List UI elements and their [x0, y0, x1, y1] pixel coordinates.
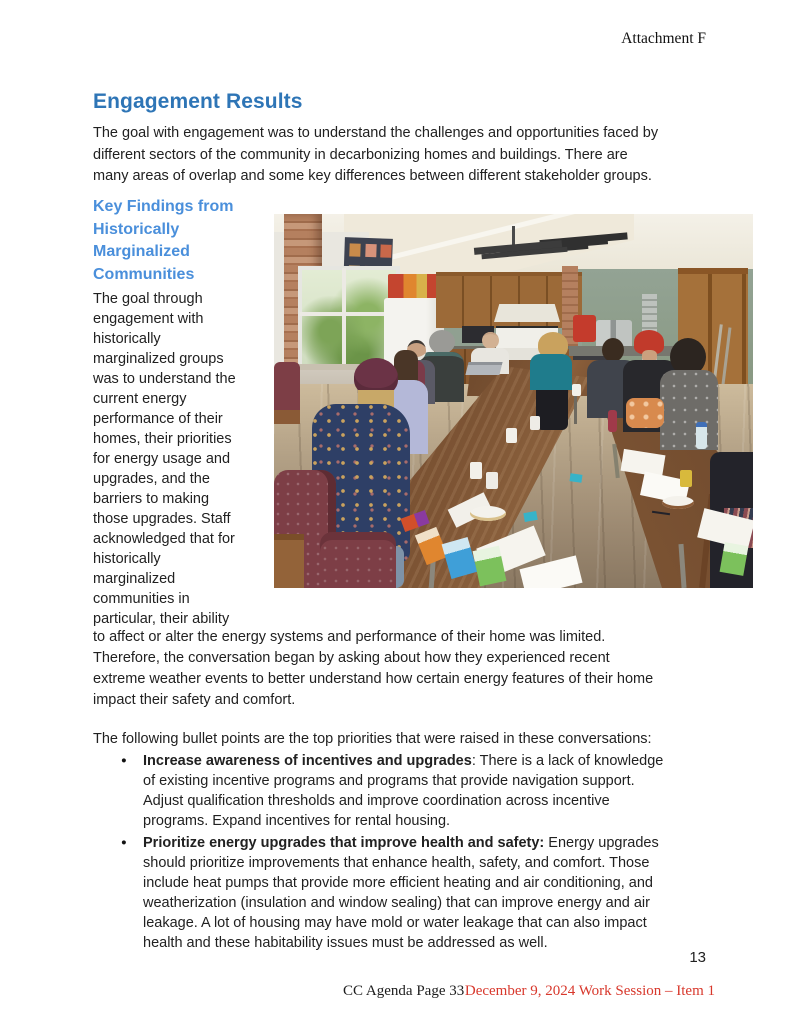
bullet-incentives: [93, 751, 717, 831]
text-line: Key Findings from: [93, 198, 234, 215]
page-number: 13: [689, 949, 706, 966]
footer-session-label: December 9, 2024 Work Session – Item 1: [464, 983, 715, 999]
photo-person-teal-body: [530, 354, 572, 390]
text-line: Marginalized: [93, 243, 190, 260]
photo-person-teal-skirt: [536, 390, 568, 430]
photo-thermos: [608, 410, 617, 432]
photo-window-mullion-h: [300, 312, 390, 316]
text-line: for energy usage and: [93, 451, 231, 467]
photo-cup-3: [506, 428, 517, 443]
meeting-photo: [274, 214, 753, 588]
text-line: communities in: [93, 591, 190, 607]
bullet-health-safety-bold: Prioritize energy upgrades that improve health and safety:: [143, 835, 545, 851]
text-line: historically: [93, 551, 161, 567]
text-line: The goal with engagement was to understand the challenges and opportunities faced by: [93, 125, 659, 141]
section-subheading: [93, 196, 273, 286]
photo-chair-foreground-2: [320, 532, 396, 588]
photo-person-facilitator-head: [482, 332, 499, 349]
photo-teal-card-2: [570, 473, 583, 483]
photo-soda-can: [680, 470, 692, 487]
footer-agenda-page: CC Agenda Page 33: [343, 983, 465, 999]
bullet-health-safety: [93, 833, 717, 953]
text-line: Adjust qualification thresholds and improve coordination across incentive: [143, 793, 610, 809]
text-line: was to understand the: [93, 371, 236, 387]
photo-fridge-boxes: [388, 274, 440, 300]
text-line: weatherization (insulation and window sealing) that can improve energy and air: [143, 895, 650, 911]
text-line: impact their safety and comfort.: [93, 692, 296, 708]
photo-person-sparkle-body: [660, 370, 718, 450]
bullet-incentives-tail: : There is a lack of knowledge: [471, 753, 664, 769]
text-line: particular, their ability: [93, 611, 230, 627]
photo-orange-bag: [626, 398, 664, 428]
text-line: historically: [93, 331, 161, 347]
page-title: Engagement Results: [93, 90, 303, 113]
column-paragraph: [93, 289, 273, 629]
text-line: health and these habitability issues must be addressed as well.: [143, 935, 548, 951]
text-line: performance of their: [93, 411, 223, 427]
text-line: programs. Expand incentives for rental housing.: [143, 813, 451, 829]
intro-paragraph: [93, 123, 717, 188]
text-line: engagement with: [93, 311, 204, 327]
photo-water-bottle: [696, 422, 707, 449]
photo-window-mullion-v: [342, 268, 346, 366]
text-line: marginalized: [93, 571, 176, 587]
text-line: include heat pumps that provide more efficient heating and air conditioning, and: [143, 875, 653, 891]
continuation-paragraph: [93, 627, 717, 711]
text-line: marginalized groups: [93, 351, 224, 367]
attachment-label: Attachment F: [621, 30, 706, 47]
photo-laptop: [465, 362, 502, 375]
bullet-health-safety-body: [143, 853, 717, 953]
text-line: to affect or alter the energy systems and performance of their home was limited.: [93, 629, 606, 645]
photo-person-hoodie-head: [602, 338, 624, 362]
photo-cup-4: [530, 416, 540, 430]
bullet-incentives-body: [143, 771, 717, 831]
photo-cup-2: [486, 472, 498, 489]
text-line: should prioritize improvements that enhance health, safety, and comfort. Those: [143, 855, 650, 871]
text-line: Communities: [93, 265, 195, 283]
text-line: homes, their priorities: [93, 431, 232, 447]
text-line: those upgrades. Staff: [93, 511, 231, 527]
text-line: acknowledged that for: [93, 531, 235, 547]
text-line: Historically: [93, 220, 180, 238]
priority-bullet-list: [93, 751, 717, 953]
photo-cup-1: [470, 462, 482, 479]
text-line: leakage. A lot of housing may have mold or water leakage that can also impact: [143, 915, 647, 931]
photo-plate-left: [470, 506, 506, 521]
text-line: barriers to making: [93, 491, 210, 507]
text-line: many areas of overlap and some key differences between different stakeholder groups.: [93, 168, 652, 184]
text-line: extreme weather events to better understand how certain energy features of their home: [93, 671, 654, 687]
photo-red-bag: [573, 315, 596, 342]
text-line: different sectors of the community in decarbonizing homes and buildings. There are: [93, 146, 628, 163]
text-line: upgrades, and the: [93, 471, 210, 487]
following-sentence: The following bullet points are the top priorities that were raised in these conversations:: [93, 731, 652, 747]
photo-plate-right: [662, 496, 694, 509]
photo-person-graycurl-head: [429, 330, 455, 354]
text-line: The goal through: [93, 291, 203, 307]
bullet-health-safety-tail: Energy upgrades: [544, 835, 659, 851]
photo-cup-5: [572, 384, 581, 396]
text-line: current energy: [93, 391, 187, 407]
text-line: of existing incentive programs and programs that provide navigation support.: [143, 773, 635, 789]
bullet-incentives-bold: Increase awareness of incentives and upgrades: [143, 753, 472, 769]
photo-chair-wood-frame: [274, 534, 304, 588]
photo-flyer-green-right: [720, 542, 749, 576]
text-line: Therefore, the conversation began by asking about how they experienced recent: [93, 650, 610, 666]
photo-table-leg-2: [574, 394, 577, 424]
photo-range-hood: [494, 304, 560, 322]
